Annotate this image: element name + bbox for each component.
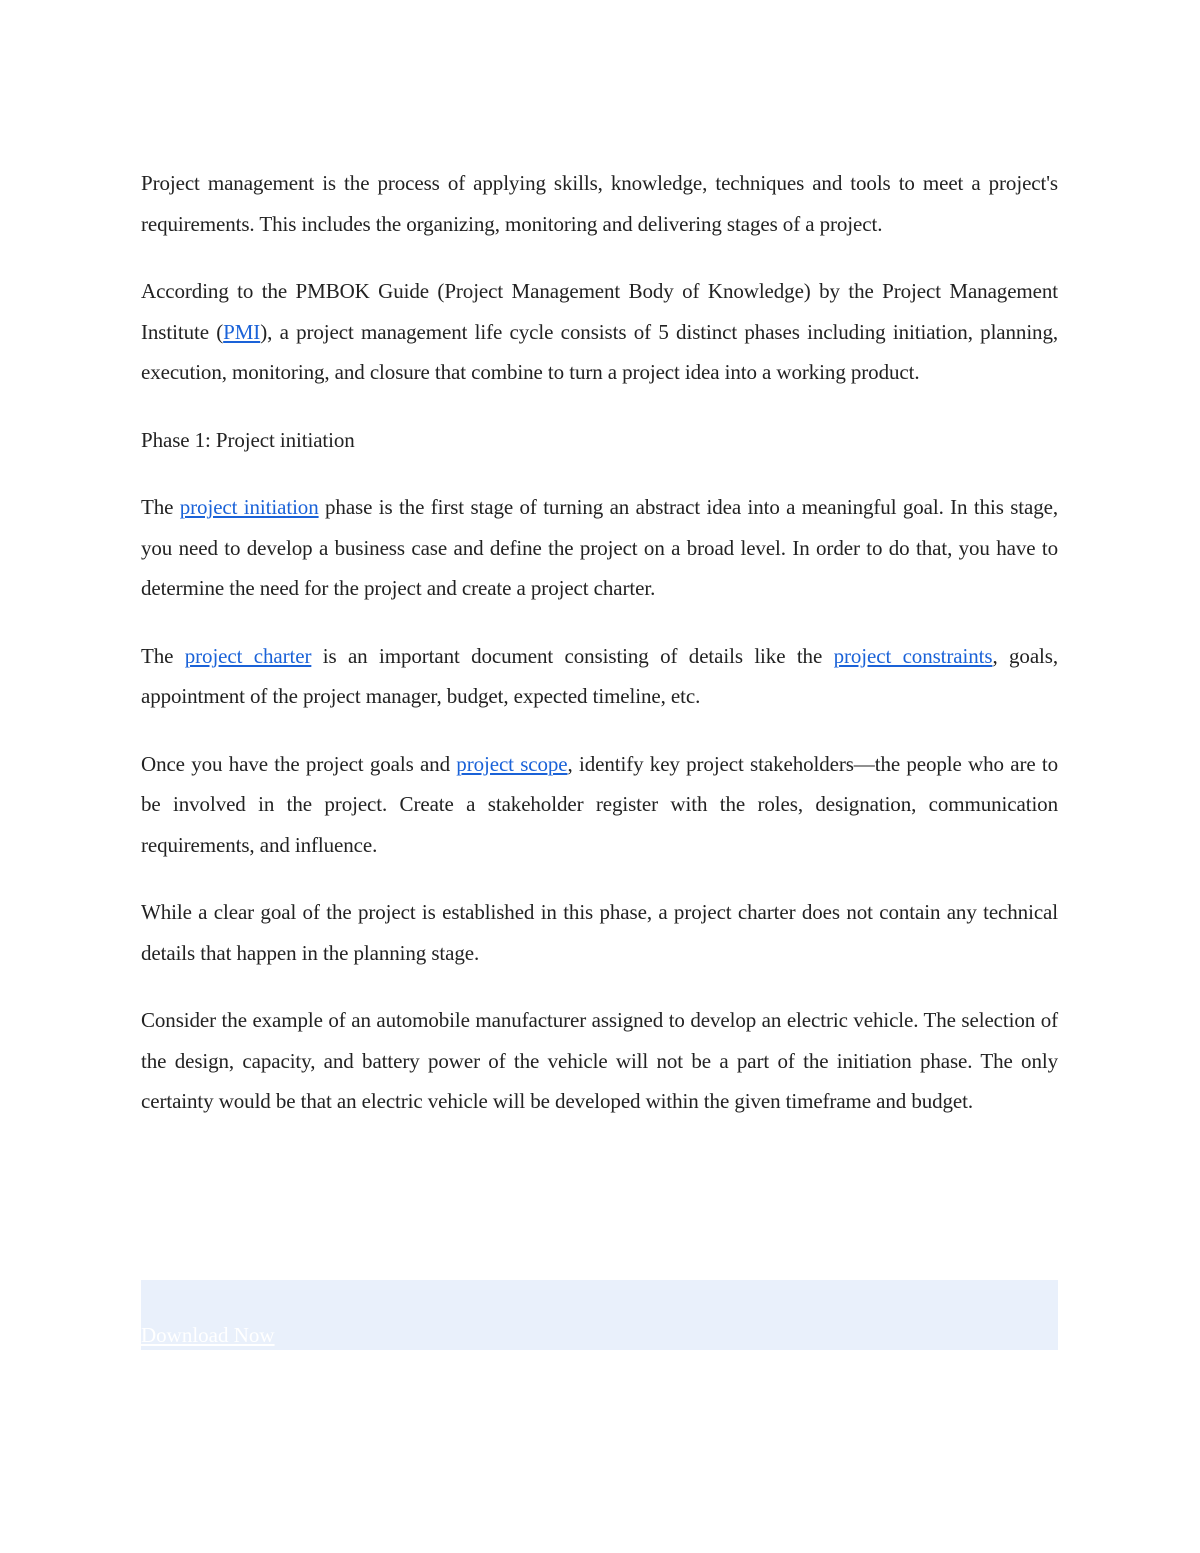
charter-text-before: The bbox=[141, 643, 185, 668]
stakeholders-text-after: , identify key project stakeholders—the people who are to be involved in the project. Create a stakeholder register with the roles, designation, communication requirements, and influence. bbox=[141, 751, 1058, 857]
phase-1-heading: Phase 1: Project initiation bbox=[141, 427, 355, 452]
charter-text-middle: is an important document consisting of details like the bbox=[311, 643, 834, 668]
charter-text-after: , goals, appointment of the project manager, budget, expected timeline, etc. bbox=[141, 643, 1058, 708]
intro-paragraph: Project management is the process of applying skills, knowledge, techniques and tools to meet a project's requirements. This includes the organizing, monitoring and delivering stages of a project. bbox=[141, 171, 1058, 236]
initiation-text-before: The bbox=[141, 495, 180, 519]
project-charter-link[interactable]: project charter bbox=[184, 643, 312, 668]
stakeholders-paragraph bbox=[141, 744, 1058, 866]
charter-paragraph bbox=[141, 636, 1058, 717]
project-scope-link[interactable]: project scope bbox=[456, 751, 568, 776]
download-banner bbox=[141, 1280, 1058, 1350]
stakeholders-text-before: Once you have the project goals and bbox=[141, 751, 457, 776]
initiation-paragraph bbox=[141, 487, 1058, 609]
pmbok-paragraph bbox=[141, 271, 1058, 393]
goal-paragraph: While a clear goal of the project is established in this phase, a project charter does not contain any technical details that happen in the planning stage. bbox=[141, 900, 1058, 965]
pmi-link[interactable]: PMI bbox=[223, 319, 261, 344]
pmbok-text-after: ), a project management life cycle consists of 5 distinct phases including initiation, planning, execution, monitoring, and closure that combine to turn a project idea into a working product. bbox=[141, 319, 1059, 384]
download-now-link[interactable]: Download Now bbox=[141, 1323, 275, 1347]
project-constraints-link[interactable]: project constraints bbox=[833, 643, 993, 668]
initiation-text-after: phase is the first stage of turning an abstract idea into a meaningful goal. In this stage, you need to develop a business case and define the project on a broad level. In order to do that, you have to determine the need for the project and create a project charter. bbox=[141, 495, 1058, 600]
project-initiation-link[interactable]: project initiation bbox=[179, 495, 319, 519]
document-body bbox=[141, 163, 1058, 1149]
pmbok-text-before: According to the PMBOK Guide (Project Management Body of Knowledge) by the Project Management Institute ( bbox=[141, 279, 1058, 344]
example-paragraph: Consider the example of an automobile manufacturer assigned to develop an electric vehicle. The selection of the design, capacity, and battery power of the vehicle will not be a part of the initiation phase. The only certainty would be that an electric vehicle will be developed within the given timeframe and budget. bbox=[141, 1008, 1058, 1113]
